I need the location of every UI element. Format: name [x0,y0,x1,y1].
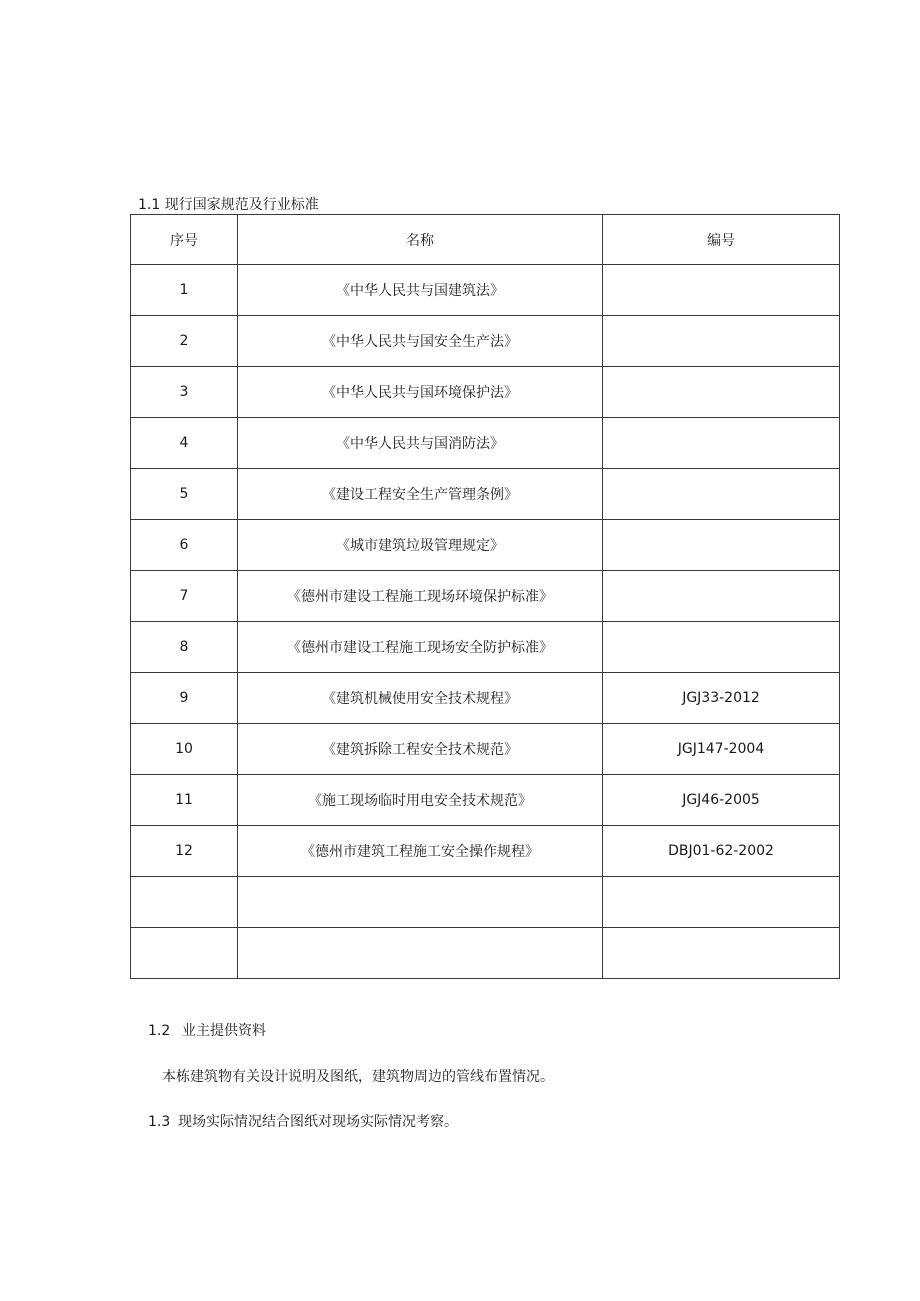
table-row [131,367,840,418]
row-name: 《中华人民共与国建筑法》 [238,265,603,316]
row-code [603,316,840,367]
row-index: 8 [131,622,238,673]
table-row [131,316,840,367]
section-1-2-title: 业主提供资料 [182,1023,266,1039]
section-1-2-number: 1.2 [148,1023,171,1039]
row-name: 《中华人民共与国安全生产法》 [238,316,603,367]
row-name: 《德州市建设工程施工现场安全防护标准》 [238,622,603,673]
section-1-2-body: 本栋建筑物有关设计说明及图纸，建筑物周边的管线布置情况。 [162,1069,554,1085]
row-index: 9 [131,673,238,724]
row-code: DBJ01-62-2002 [603,826,840,877]
table-row [131,418,840,469]
row-index: 6 [131,520,238,571]
row-code [603,520,840,571]
table-row [131,826,840,877]
table-row [131,469,840,520]
row-name: 《城市建筑垃圾管理规定》 [238,520,603,571]
table-row [131,622,840,673]
row-name: 《建筑拆除工程安全技术规范》 [238,724,603,775]
row-name [238,877,603,928]
row-index: 12 [131,826,238,877]
row-code [603,418,840,469]
row-index: 5 [131,469,238,520]
header-index: 序号 [131,215,238,265]
row-index [131,928,238,979]
row-code [603,928,840,979]
row-name: 《建筑机械使用安全技术规程》 [238,673,603,724]
row-code [603,622,840,673]
table-row [131,520,840,571]
row-name: 《中华人民共与国消防法》 [238,418,603,469]
row-code: JGJ46-2005 [603,775,840,826]
table-row [131,673,840,724]
row-code: JGJ33-2012 [603,673,840,724]
row-index: 3 [131,367,238,418]
row-name: 《德州市建筑工程施工安全操作规程》 [238,826,603,877]
row-index: 1 [131,265,238,316]
section-1-2-heading [148,1022,266,1040]
table-header-row [131,215,840,265]
row-name: 《建设工程安全生产管理条例》 [238,469,603,520]
row-index: 2 [131,316,238,367]
row-name: 《施工现场临时用电安全技术规范》 [238,775,603,826]
section-1-1-title: 1.1 现行国家规范及行业标准 [138,197,319,213]
row-index: 4 [131,418,238,469]
section-1-3-number: 1.3 [148,1114,171,1130]
table-row [131,775,840,826]
table-row-empty [131,877,840,928]
table-row [131,265,840,316]
section-1-3-text: 现场实际情况结合图纸对现场实际情况考察。 [178,1114,458,1130]
row-index: 10 [131,724,238,775]
row-name: 《中华人民共与国环境保护法》 [238,367,603,418]
table-row-empty [131,928,840,979]
row-name [238,928,603,979]
row-code: JGJ147-2004 [603,724,840,775]
header-name: 名称 [238,215,603,265]
row-index: 11 [131,775,238,826]
row-code [603,469,840,520]
row-code [603,265,840,316]
section-1-3-paragraph [148,1113,458,1131]
row-index: 7 [131,571,238,622]
table-row [131,571,840,622]
header-code: 编号 [603,215,840,265]
row-name: 《德州市建设工程施工现场环境保护标准》 [238,571,603,622]
row-code [603,571,840,622]
row-code [603,367,840,418]
row-code [603,877,840,928]
standards-table [130,214,840,979]
row-index [131,877,238,928]
table-row [131,724,840,775]
